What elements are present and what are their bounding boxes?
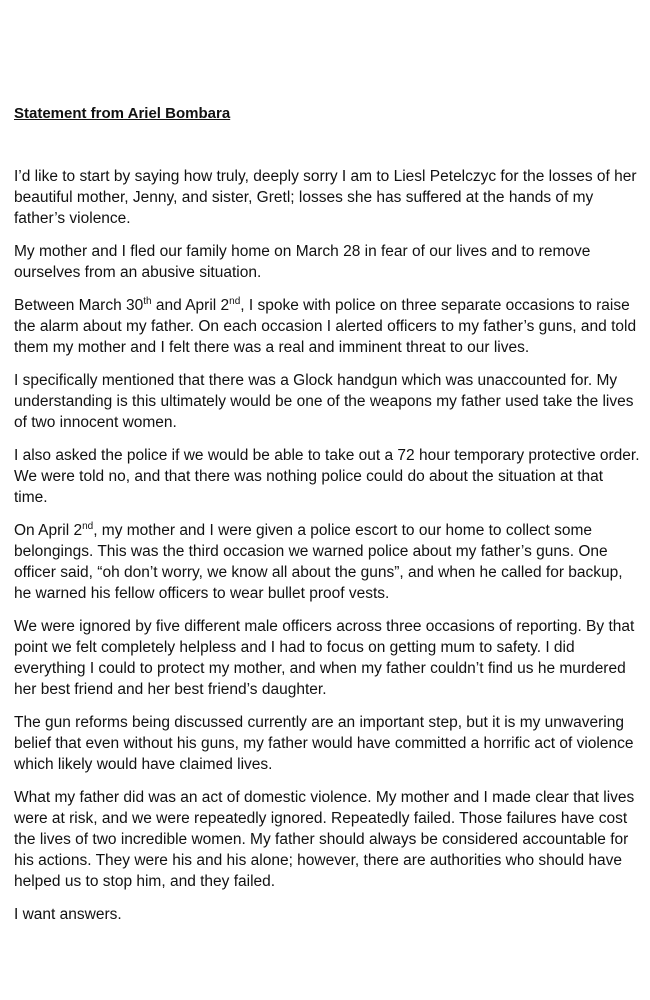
paragraph-text: On April 2 <box>14 522 83 539</box>
statement-paragraph <box>14 904 640 925</box>
paragraph-text: I want answers. <box>14 906 122 923</box>
statement-paragraph <box>14 166 640 229</box>
statement-paragraph <box>14 712 640 775</box>
paragraph-text: I’d like to start by saying how truly, deeply sorry I am to Liesl Petelczyc for the losses of her beautiful mother, Jenny, and sister, Gretl; losses she has suffered at the hands of my father’s violence. <box>14 168 637 227</box>
statement-paragraph <box>14 295 640 358</box>
paragraph-text: The gun reforms being discussed currently are an important step, but it is my unwavering belief that even without his guns, my father would have committed a horrific act of violence which likely would have claimed lives. <box>14 714 634 773</box>
statement-body <box>14 166 640 925</box>
statement-title: Statement from Ariel Bombara <box>14 105 231 122</box>
statement-paragraph <box>14 520 640 604</box>
paragraph-text: I specifically mentioned that there was a Glock handgun which was unaccounted for. My understanding is this ultimately would be one of the weapons my father used take the lives of two innocent women. <box>14 372 634 431</box>
paragraph-text: Between March 30 <box>14 297 144 314</box>
statement-paragraph <box>14 787 640 892</box>
paragraph-text: What my father did was an act of domestic violence. My mother and I made clear that lives were at risk, and we were repeatedly ignored. Repeatedly failed. Those failures have cost the lives of two incredible women. My father should always be considered accountable for his actions. They were his and his alone; however, there are authorities who should have helped us to stop him, and they failed. <box>14 789 635 890</box>
statement-paragraph <box>14 616 640 700</box>
paragraph-text: My mother and I fled our family home on March 28 in fear of our lives and to remove ourselves from an abusive situation. <box>14 243 591 281</box>
statement-paragraph <box>14 370 640 433</box>
paragraph-text: We were ignored by five different male officers across three occasions of reporting. By that point we felt completely helpless and I had to focus on getting mum to safety. I did everything I could to protect my mother, and when my father couldn’t find us he murdered her best friend and her best friend’s daughter. <box>14 618 635 698</box>
paragraph-text: , my mother and I were given a police escort to our home to collect some belongings. This was the third occasion we warned police about my father’s guns. One officer said, “oh don’t worry, we know all about the guns”, and when he called for backup, he warned his fellow officers to wear bullet proof vests. <box>14 522 623 602</box>
paragraph-text: , I spoke with police on three separate occasions to raise the alarm about my father. On each occasion I alerted officers to my father’s guns, and told them my mother and I felt there was a real and imminent threat to our lives. <box>14 297 637 356</box>
statement-paragraph <box>14 445 640 508</box>
statement-paragraph <box>14 241 640 283</box>
statement-document <box>14 104 640 937</box>
ordinal-suffix: th <box>143 295 152 307</box>
paragraph-text: I also asked the police if we would be able to take out a 72 hour temporary protective order. We were told no, and that there was nothing police could do about the situation at that time. <box>14 447 640 506</box>
ordinal-suffix: nd <box>229 295 241 307</box>
ordinal-suffix: nd <box>82 520 94 532</box>
paragraph-text: and April 2 <box>151 297 230 314</box>
